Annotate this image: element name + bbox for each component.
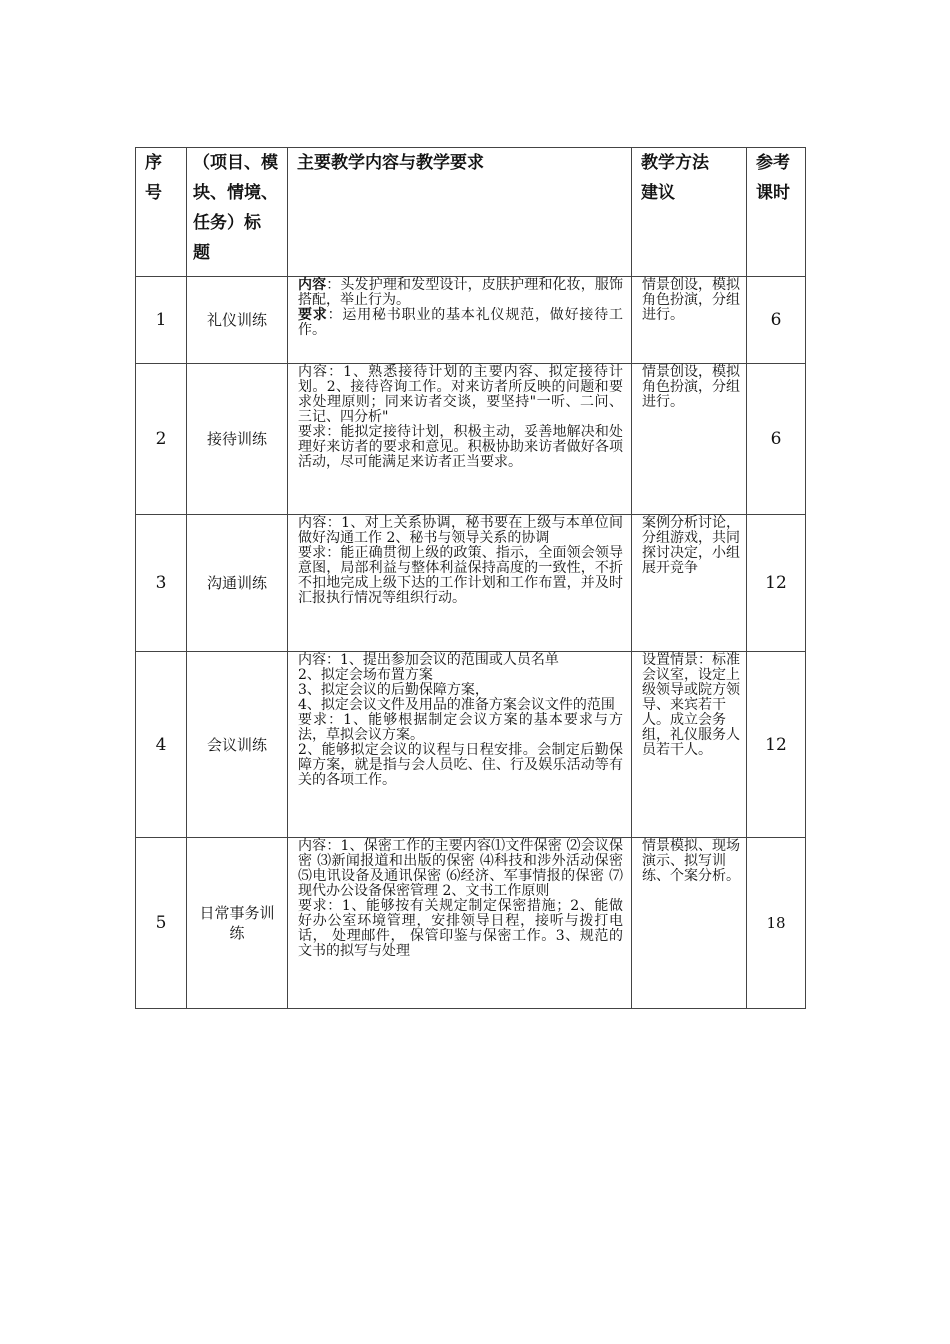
row-number: 2 [136,364,187,515]
row-hours: 6 [747,364,806,515]
row-hours: 12 [747,652,806,838]
table-row [136,515,806,652]
row-title: 接待训练 [187,364,288,515]
row-method: 情景创设，模拟角色扮演，分组进行。 [632,364,747,515]
table-row [136,838,806,1009]
row-title: 日常事务训练 [187,838,288,1009]
table-row [136,652,806,838]
row-number: 4 [136,652,187,838]
table-header-row [136,148,806,277]
header-method: 教学方法 建议 [632,148,747,277]
table-row [136,277,806,364]
header-title: （项目、模 块、情境、 任务）标 题 [187,148,288,277]
row-method: 案例分析讨论，分组游戏，共同探讨决定，小组展开竞争 [632,515,747,652]
row-content: 内容：1、提出参加会议的范围或人员名单 2、拟定会场布置方案 3、拟定会议的后勤保障方案， 4、拟定会议文件及用品的准备方案会议文件的范围 要求：1、能够根据制定会议方案的基本要求与方法，草拟会议方案。 2、能够拟定会议的议程与日程安排。会制定后勤保障方案，就是指与会人员吃、住、行及娱乐活动等有关的各项工作。 [288,652,632,838]
row-number: 1 [136,277,187,364]
header-hours: 参考 课时 [747,148,806,277]
table-row [136,364,806,515]
row-method: 设置情景：标准会议室，设定上级领导或院方领导、来宾若干人。成立会务组，礼仪服务人员若干人。 [632,652,747,838]
row-method: 情景创设，模拟角色扮演，分组进行。 [632,277,747,364]
row-content: 内容：头发护理和发型设计，皮肤护理和化妆，服饰搭配，举止行为。 要求：运用秘书职业的基本礼仪规范，做好接待工作。 [288,277,632,364]
row-number: 5 [136,838,187,1009]
syllabus-table [135,147,806,1009]
row-hours: 18 [747,838,806,1009]
header-content: 主要教学内容与教学要求 [288,148,632,277]
row-number: 3 [136,515,187,652]
row-title: 礼仪训练 [187,277,288,364]
row-content: 内容：1、对上关系协调，秘书要在上级与本单位间做好沟通工作 2、秘书与领导关系的协调 要求：能正确贯彻上级的政策、指示，全面领会领导意图，局部利益与整体利益保持高度的一致性，不折不扣地完成上级下达的工作计划和工作布置，并及时汇报执行情况等组织行动。 [288,515,632,652]
header-number: 序 号 [136,148,187,277]
row-method: 情景模拟、现场演示、拟写训练、个案分析。 [632,838,747,1009]
row-title: 沟通训练 [187,515,288,652]
row-hours: 6 [747,277,806,364]
row-hours: 12 [747,515,806,652]
row-title: 会议训练 [187,652,288,838]
row-content: 内容：1、熟悉接待计划的主要内容、拟定接待计划。2、接待咨询工作。对来访者所反映的问题和要求处理原则；同来访者交谈，要坚持"一听、二问、三记、四分析" 要求：能拟定接待计划，积极主动，妥善地解决和处理好来访者的要求和意见。积极协助来访者做好各项活动，尽可能满足来访者正当要求。 [288,364,632,515]
row-content: 内容：1、保密工作的主要内容⑴文件保密 ⑵会议保密 ⑶新闻报道和出版的保密 ⑷科技和涉外活动保密 ⑸电讯设备及通讯保密 ⑹经济、军事情报的保密 ⑺现代办公设备保密管理 2、文书工作原则 要求：1、能够按有关规定制定保密措施；2、能做好办公室环境管理，安排领导日程，接听与拨打电话， 处理邮件， 保管印鉴与保密工作。3、规范的文书的拟写与处理 [288,838,632,1009]
